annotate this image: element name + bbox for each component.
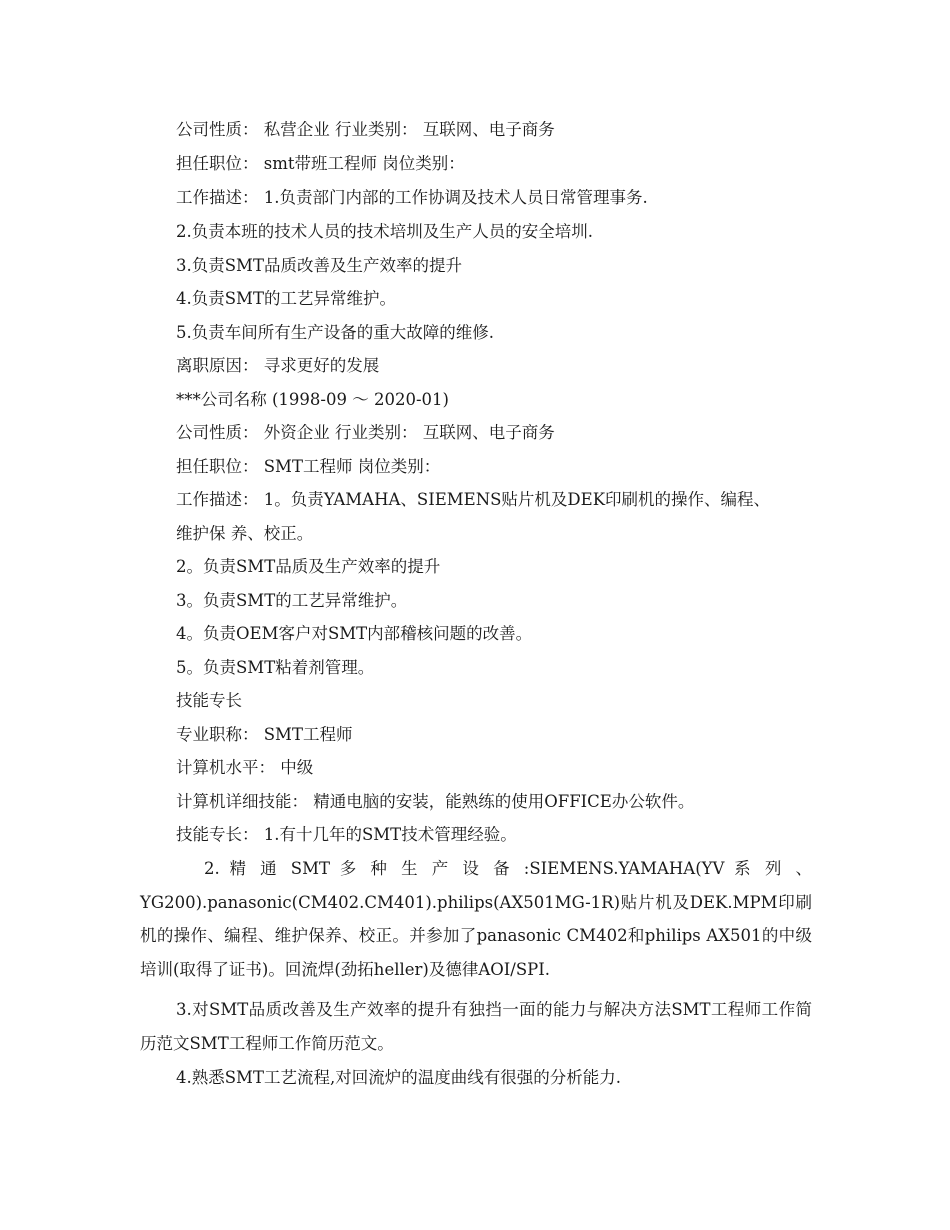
duty-item-4: 4.负责SMT的工艺异常维护。 [176, 289, 396, 308]
leave-reason-line: 离职原因： 寻求更好的发展 [176, 356, 380, 375]
duty-item-b4: 4。负责OEM客户对SMT内部稽核问题的改善。 [176, 624, 533, 643]
position-line-1: 担任职位： smt带班工程师 岗位类别： [176, 154, 465, 173]
computer-skills-line: 计算机详细技能： 精通电脑的安装，能熟练的使用OFFICE办公软件。 [176, 792, 695, 811]
duty-item-3: 3.负责SMT品质改善及生产效率的提升 [176, 256, 462, 275]
skills-heading: 技能专长 [176, 691, 242, 710]
job-description-continuation: 维护保 养、校正。 [176, 524, 314, 543]
company-type-line-1: 公司性质： 私营企业 行业类别： 互联网、电子商务 [176, 120, 555, 139]
computer-level-line: 计算机水平： 中级 [176, 758, 314, 777]
duty-item-b3: 3。负责SMT的工艺异常维护。 [176, 591, 408, 610]
duty-item-5: 5.负责车间所有生产设备的重大故障的维修. [176, 323, 494, 342]
duty-item-2: 2.负责本班的技术人员的技术培圳及生产人员的安全培圳. [176, 222, 593, 241]
company-name-line: ***公司名称 (1998-09 ～ 2020-01) [176, 390, 449, 409]
position-line-2: 担任职位： SMT工程师 岗位类别： [176, 457, 441, 476]
duty-item-b2: 2。负责SMT品质及生产效率的提升 [176, 557, 441, 576]
job-description-line-1: 工作描述： 1.负责部门内部的工作协调及技术人员日常管理事务. [176, 188, 648, 207]
duty-item-b5: 5。负责SMT粘着剂管理。 [176, 658, 375, 677]
skill-item-4: 4.熟悉SMT工艺流程,对回流炉的温度曲线有很强的分析能力. [176, 1068, 621, 1087]
professional-title-line: 专业职称： SMT工程师 [176, 725, 353, 744]
skill-item-2: 2. 精 通 SMT 多 种 生 产 设 备 :SIEMENS.YAMAHA(YV 系 列 、YG200).panasonic(CM402.CM401).philips(AX501MG-1R)贴片机及DEK.MPM印刷机的操作、编程、维护保养、校正。并参加了panasonic CM402和philips AX501的中级培训(取得了证书)。回流焊(劲拓heller)及德律AOI/SPI. [140, 859, 812, 980]
skill-item-3: 3.对SMT品质改善及生产效率的提升有独挡一面的能力与解决方法SMT工程师工作简历范文SMT工程师工作简历范文。 [140, 1000, 812, 1053]
job-description-line-2: 工作描述： 1。负责YAMAHA、SIEMENS贴片机及DEK印刷机的操作、编程、 [176, 490, 771, 509]
company-type-line-2: 公司性质： 外资企业 行业类别： 互联网、电子商务 [176, 423, 555, 442]
skill-item-1: 技能专长： 1.有十几年的SMT技术管理经验。 [176, 825, 517, 844]
